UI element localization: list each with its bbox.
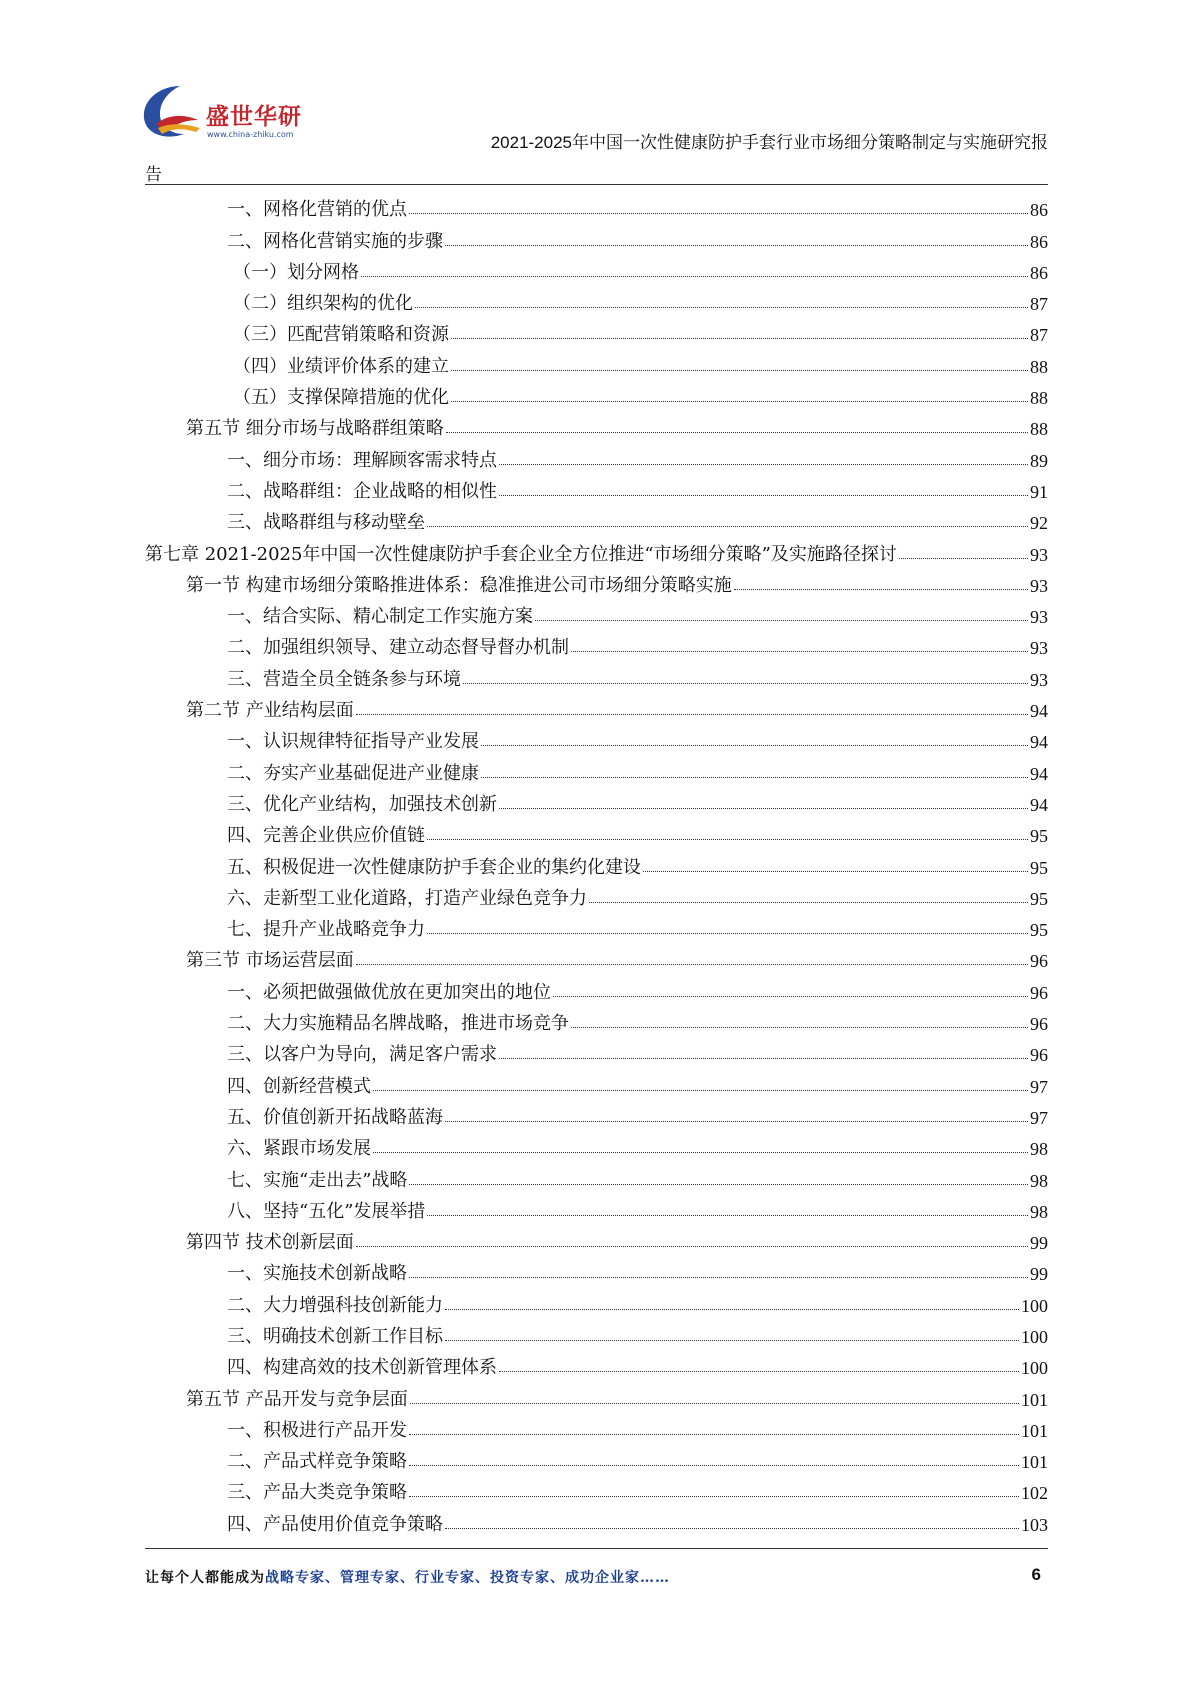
toc-entry-page: 92 xyxy=(1030,513,1048,534)
toc-entry-title: 八、坚持“五化”发展举措 xyxy=(227,1200,426,1222)
toc-entry-page: 95 xyxy=(1030,826,1048,847)
toc-dot-leader xyxy=(427,526,1028,527)
toc-entry-title: 第三节 市场运营层面 xyxy=(186,950,354,972)
toc-entry-page: 100 xyxy=(1021,1295,1048,1316)
toc-entry-title: （二）组织架构的优化 xyxy=(233,293,413,315)
toc-entry[interactable] xyxy=(145,1098,1048,1129)
toc-entry-page: 88 xyxy=(1030,388,1048,409)
footer-slogan-highlight: 战略专家、管理专家、行业专家、投资专家、成功企业家…… xyxy=(265,1570,670,1586)
toc-entry-page: 86 xyxy=(1030,262,1048,283)
toc-entry[interactable] xyxy=(145,1192,1048,1223)
toc-entry-title: 六、走新型工业化道路，打造产业绿色竞争力 xyxy=(227,887,587,909)
toc-entry-page: 103 xyxy=(1021,1514,1048,1535)
toc-entry-title: （五）支撑保障措施的优化 xyxy=(233,387,449,409)
toc-entry[interactable] xyxy=(145,1317,1048,1348)
toc-entry-page: 96 xyxy=(1030,1014,1048,1035)
toc-entry[interactable] xyxy=(145,190,1048,221)
toc-entry-title: 四、创新经营模式 xyxy=(227,1075,371,1097)
toc-dot-leader xyxy=(409,1184,1028,1185)
toc-entry[interactable] xyxy=(145,1004,1048,1035)
toc-entry[interactable] xyxy=(145,1035,1048,1066)
toc-dot-leader xyxy=(463,683,1028,684)
toc-entry-title: 二、夯实产业基础促进产业健康 xyxy=(227,762,479,784)
toc-dot-leader xyxy=(899,558,1028,559)
toc-entry[interactable] xyxy=(145,753,1048,784)
toc-entry[interactable] xyxy=(145,440,1048,471)
toc-entry[interactable] xyxy=(145,847,1048,878)
toc-entry[interactable] xyxy=(145,253,1048,284)
toc-dot-leader xyxy=(589,902,1028,903)
toc-entry-page: 96 xyxy=(1030,982,1048,1003)
toc-entry-title: 三、营造全员全链条参与环境 xyxy=(227,668,461,690)
toc-entry[interactable] xyxy=(145,816,1048,847)
toc-entry-title: 二、加强组织领导、建立动态督导督办机制 xyxy=(227,637,569,659)
toc-dot-leader xyxy=(356,1246,1028,1247)
toc-entry-page: 87 xyxy=(1030,294,1048,315)
footer-slogan-prefix: 让每个人都能成为 xyxy=(145,1570,265,1586)
toc-dot-leader xyxy=(446,432,1028,433)
toc-entry[interactable] xyxy=(145,1379,1048,1410)
toc-entry[interactable] xyxy=(145,409,1048,440)
toc-entry-page: 100 xyxy=(1021,1358,1048,1379)
toc-entry[interactable] xyxy=(145,1285,1048,1316)
toc-dot-leader xyxy=(361,276,1028,277)
toc-entry[interactable] xyxy=(145,1160,1048,1191)
toc-entry-title: 五、积极促进一次性健康防护手套企业的集约化建设 xyxy=(227,856,641,878)
toc-entry-title: （四）业绩评价体系的建立 xyxy=(233,355,449,377)
toc-entry[interactable] xyxy=(145,691,1048,722)
toc-dot-leader xyxy=(409,1277,1028,1278)
toc-dot-leader xyxy=(409,1465,1019,1466)
toc-entry-page: 94 xyxy=(1030,732,1048,753)
toc-entry-page: 93 xyxy=(1030,669,1048,690)
toc-entry[interactable] xyxy=(145,972,1048,1003)
toc-dot-leader xyxy=(571,651,1028,652)
toc-entry-title: 七、提升产业战略竞争力 xyxy=(227,919,425,941)
toc-entry-page: 93 xyxy=(1030,544,1048,565)
toc-entry-title: 四、产品使用价值竞争策略 xyxy=(227,1513,443,1535)
toc-entry[interactable] xyxy=(145,378,1048,409)
toc-entry-page: 98 xyxy=(1030,1201,1048,1222)
toc-entry-title: 三、战略群组与移动壁垒 xyxy=(227,512,425,534)
toc-entry-title: 二、战略群组：企业战略的相似性 xyxy=(227,480,497,502)
toc-entry-page: 98 xyxy=(1030,1170,1048,1191)
table-of-contents xyxy=(145,190,1048,1536)
toc-entry-page: 94 xyxy=(1030,701,1048,722)
toc-entry-page: 101 xyxy=(1021,1452,1048,1473)
toc-entry[interactable] xyxy=(145,1504,1048,1535)
toc-entry-title: 一、积极进行产品开发 xyxy=(227,1419,407,1441)
toc-entry-page: 99 xyxy=(1030,1264,1048,1285)
toc-entry[interactable] xyxy=(145,910,1048,941)
toc-entry-page: 88 xyxy=(1030,419,1048,440)
toc-dot-leader xyxy=(356,714,1028,715)
toc-entry-title: 第五节 产品开发与竞争层面 xyxy=(186,1388,408,1410)
toc-dot-leader xyxy=(571,1027,1028,1028)
toc-entry-title: 七、实施“走出去”战略 xyxy=(227,1169,408,1191)
toc-dot-leader xyxy=(451,370,1028,371)
toc-entry[interactable] xyxy=(145,659,1048,690)
toc-dot-leader xyxy=(481,745,1028,746)
brand-name: 盛世华研 xyxy=(206,104,302,130)
toc-entry[interactable] xyxy=(145,628,1048,659)
toc-entry-page: 96 xyxy=(1030,1045,1048,1066)
toc-dot-leader xyxy=(356,964,1028,965)
toc-entry-title: （三）匹配营销策略和资源 xyxy=(233,324,449,346)
toc-entry[interactable] xyxy=(145,315,1048,346)
toc-dot-leader xyxy=(499,495,1028,496)
toc-dot-leader xyxy=(499,1058,1028,1059)
toc-dot-leader xyxy=(410,1403,1019,1404)
toc-entry-page: 96 xyxy=(1030,951,1048,972)
toc-dot-leader xyxy=(499,1371,1019,1372)
toc-dot-leader xyxy=(445,1340,1019,1341)
footer-divider xyxy=(145,1548,1048,1549)
toc-entry-title: 第四节 技术创新层面 xyxy=(186,1232,354,1254)
toc-entry-page: 86 xyxy=(1030,200,1048,221)
toc-entry-page: 91 xyxy=(1030,481,1048,502)
toc-entry-page: 95 xyxy=(1030,920,1048,941)
toc-entry[interactable] xyxy=(145,346,1048,377)
toc-entry[interactable] xyxy=(145,1066,1048,1097)
toc-dot-leader xyxy=(535,620,1028,621)
toc-entry-title: 一、必须把做强做优放在更加突出的地位 xyxy=(227,981,551,1003)
toc-dot-leader xyxy=(451,338,1028,339)
toc-entry[interactable] xyxy=(145,1442,1048,1473)
toc-dot-leader xyxy=(415,307,1028,308)
toc-entry-title: 一、认识规律特征指导产业发展 xyxy=(227,731,479,753)
toc-entry-title: 三、明确技术创新工作目标 xyxy=(227,1325,443,1347)
toc-entry-page: 99 xyxy=(1030,1233,1048,1254)
toc-entry-page: 88 xyxy=(1030,356,1048,377)
toc-entry-page: 94 xyxy=(1030,763,1048,784)
toc-entry-title: 五、价值创新开拓战略蓝海 xyxy=(227,1106,443,1128)
toc-dot-leader xyxy=(445,1528,1019,1529)
toc-dot-leader xyxy=(499,808,1028,809)
toc-entry[interactable] xyxy=(145,1129,1048,1160)
page-number: 6 xyxy=(1031,1565,1041,1584)
toc-entry[interactable] xyxy=(145,1223,1048,1254)
toc-entry[interactable] xyxy=(145,534,1048,565)
toc-entry-page: 102 xyxy=(1021,1483,1048,1504)
toc-dot-leader xyxy=(499,464,1028,465)
toc-entry-page: 93 xyxy=(1030,607,1048,628)
toc-entry-title: 一、网格化营销的优点 xyxy=(227,199,407,221)
toc-entry-title: 第五节 细分市场与战略群组策略 xyxy=(186,418,444,440)
toc-dot-leader xyxy=(373,1152,1028,1153)
toc-entry[interactable] xyxy=(145,785,1048,816)
toc-entry-title: 一、细分市场：理解顾客需求特点 xyxy=(227,449,497,471)
toc-entry[interactable] xyxy=(145,284,1048,315)
toc-entry[interactable] xyxy=(145,1473,1048,1504)
toc-dot-leader xyxy=(427,933,1028,934)
toc-entry-page: 101 xyxy=(1021,1420,1048,1441)
toc-entry[interactable] xyxy=(145,503,1048,534)
brand-url: www.china-zhiku.com xyxy=(207,130,294,139)
toc-dot-leader xyxy=(409,213,1028,214)
toc-entry-page: 95 xyxy=(1030,888,1048,909)
toc-entry-page: 98 xyxy=(1030,1139,1048,1160)
toc-entry-title: 二、大力实施精品名牌战略，推进市场竞争 xyxy=(227,1013,569,1035)
toc-entry-page: 97 xyxy=(1030,1076,1048,1097)
toc-entry[interactable] xyxy=(145,597,1048,628)
toc-dot-leader xyxy=(734,589,1028,590)
toc-entry-title: 四、完善企业供应价值链 xyxy=(227,825,425,847)
toc-entry-page: 97 xyxy=(1030,1107,1048,1128)
toc-entry-page: 89 xyxy=(1030,450,1048,471)
toc-entry-page: 87 xyxy=(1030,325,1048,346)
toc-entry[interactable] xyxy=(145,941,1048,972)
footer-slogan xyxy=(145,1567,670,1587)
toc-entry-page: 95 xyxy=(1030,857,1048,878)
toc-entry-title: 三、以客户为导向，满足客户需求 xyxy=(227,1044,497,1066)
toc-entry-page: 86 xyxy=(1030,231,1048,252)
toc-dot-leader xyxy=(445,1121,1028,1122)
toc-entry[interactable] xyxy=(145,472,1048,503)
toc-entry[interactable] xyxy=(145,1254,1048,1285)
toc-entry-title: 一、实施技术创新战略 xyxy=(227,1263,407,1285)
report-title: 2021-2025年中国一次性健康防护手套行业市场细分策略制定与实施研究报 xyxy=(490,133,1048,152)
toc-entry-title: 四、构建高效的技术创新管理体系 xyxy=(227,1357,497,1379)
toc-entry-page: 101 xyxy=(1021,1389,1048,1410)
toc-entry[interactable] xyxy=(145,722,1048,753)
toc-dot-leader xyxy=(445,1309,1019,1310)
toc-dot-leader xyxy=(445,245,1028,246)
toc-entry-title: 二、大力增强科技创新能力 xyxy=(227,1294,443,1316)
toc-entry-title: 三、优化产业结构，加强技术创新 xyxy=(227,793,497,815)
toc-entry-title: 一、结合实际、精心制定工作实施方案 xyxy=(227,606,533,628)
toc-entry-title: 第一节 构建市场细分策略推进体系：稳准推进公司市场细分策略实施 xyxy=(186,574,732,596)
toc-entry-title: 二、产品式样竞争策略 xyxy=(227,1451,407,1473)
toc-entry-title: 六、紧跟市场发展 xyxy=(227,1138,371,1160)
toc-entry-title: 三、产品大类竞争策略 xyxy=(227,1482,407,1504)
toc-entry-title: 二、网格化营销实施的步骤 xyxy=(227,230,443,252)
report-title-continued: 告 xyxy=(145,165,162,184)
toc-entry-page: 93 xyxy=(1030,638,1048,659)
toc-entry[interactable] xyxy=(145,566,1048,597)
toc-entry[interactable] xyxy=(145,879,1048,910)
toc-entry-page: 94 xyxy=(1030,794,1048,815)
toc-entry-page: 100 xyxy=(1021,1326,1048,1347)
toc-entry-title: （一）划分网格 xyxy=(233,261,359,283)
toc-entry[interactable] xyxy=(145,1348,1048,1379)
header-divider xyxy=(145,184,1048,185)
toc-entry[interactable] xyxy=(145,221,1048,252)
toc-dot-leader xyxy=(409,1496,1019,1497)
toc-dot-leader xyxy=(427,1215,1028,1216)
toc-entry-title: 第七章 2021-2025年中国一次性健康防护手套企业全方位推进“市场细分策略”及实施路径探讨 xyxy=(145,543,897,565)
toc-entry-title: 第二节 产业结构层面 xyxy=(186,700,354,722)
toc-dot-leader xyxy=(427,839,1028,840)
toc-dot-leader xyxy=(643,871,1028,872)
toc-entry-page: 93 xyxy=(1030,575,1048,596)
toc-dot-leader xyxy=(451,401,1028,402)
toc-dot-leader xyxy=(409,1434,1019,1435)
toc-dot-leader xyxy=(553,996,1028,997)
toc-entry[interactable] xyxy=(145,1411,1048,1442)
toc-dot-leader xyxy=(481,777,1028,778)
toc-dot-leader xyxy=(373,1090,1028,1091)
